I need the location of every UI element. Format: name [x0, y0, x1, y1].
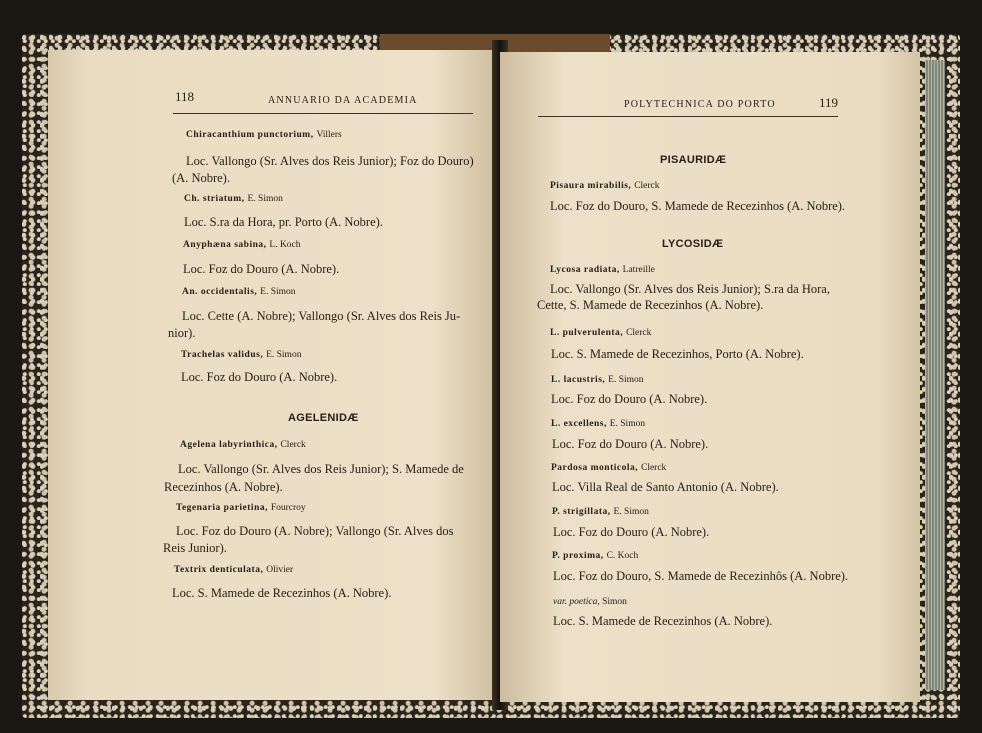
locality-text: nior). [168, 326, 196, 340]
species-name: Textrix denticulata, Olivier [174, 565, 294, 575]
locality-text: Cette, S. Mamede de Recezinhos (A. Nobre). [537, 298, 764, 312]
family-heading: LYCOSIDÆ [662, 238, 724, 250]
species-name: L. lacustris, E. Simon [551, 375, 644, 385]
page-number: 119 [819, 95, 839, 110]
species-name: Anyphæna sabina, L. Koch [183, 240, 301, 250]
locality-text: Loc. Foz do Douro (A. Nobre); Vallongo (Sr. Alves dos [176, 524, 454, 538]
locality-text: Loc. S.ra da Hora, pr. Porto (A. Nobre). [184, 215, 383, 229]
page-number: 118 [175, 89, 195, 104]
locality-text: (A. Nobre). [172, 171, 230, 185]
variety-name: var. poetica, Simon [553, 597, 627, 607]
species-name: Pardosa monticola, Clerck [551, 463, 667, 473]
locality-text: Loc. Foz do Douro (A. Nobre). [181, 370, 338, 384]
locality-text: Loc. Foz do Douro (A. Nobre). [183, 262, 340, 276]
header-rule [538, 116, 838, 117]
page-edges [925, 60, 945, 690]
running-head: POLYTECHNICA DO PORTO [624, 99, 776, 110]
locality-text: Loc. Foz do Douro (A. Nobre). [553, 525, 710, 539]
locality-text: Loc. Villa Real de Santo Antonio (A. Nobre). [552, 480, 779, 494]
locality-text: Loc. Foz do Douro (A. Nobre). [551, 392, 708, 406]
species-name: An. occidentalis, E. Simon [182, 287, 296, 297]
species-name: Agelena labyrinthica, Clerck [180, 440, 306, 450]
species-name: Ch. striatum, E. Simon [184, 194, 283, 204]
locality-text: Loc. Foz do Douro (A. Nobre). [552, 437, 709, 451]
locality-text: Reis Junior). [163, 541, 227, 555]
locality-text: Loc. Cette (A. Nobre); Vallongo (Sr. Alves dos Reis Ju- [182, 309, 461, 323]
locality-text: Loc. Vallongo (Sr. Alves dos Reis Junior); Foz do Douro) [186, 154, 474, 168]
species-name: Pisaura mirabilis, Clerck [550, 181, 660, 191]
locality-text: Loc. Vallongo (Sr. Alves dos Reis Junior); S. Mamede de [178, 462, 464, 476]
species-name: L. excellens, E. Simon [551, 419, 646, 429]
family-heading: PISAURIDÆ [660, 154, 727, 166]
locality-text: Loc. Foz do Douro, S. Mamede de Recezinhos (A. Nobre). [550, 199, 846, 213]
species-name: P. proxima, C. Koch [552, 551, 639, 561]
species-name: P. strigillata, E. Simon [552, 507, 649, 517]
running-head: ANNUARIO DA ACADEMIA [268, 95, 418, 106]
species-name: L. pulverulenta, Clerck [550, 328, 652, 338]
locality-text: Recezinhos (A. Nobre). [164, 480, 283, 494]
locality-text: Loc. Vallongo (Sr. Alves dos Reis Junior); S.ra da Hora, [550, 282, 830, 296]
right-page [500, 52, 920, 702]
family-heading: AGELENIDÆ [288, 412, 359, 424]
species-name: Chiracanthium punctorium, Villers [186, 130, 342, 140]
left-page [48, 50, 500, 700]
locality-text: Loc. S. Mamede de Recezinhos (A. Nobre). [172, 586, 392, 600]
header-rule [173, 113, 473, 114]
locality-text: Loc. S. Mamede de Recezinhos, Porto (A. Nobre). [551, 347, 804, 361]
locality-text: Loc. Foz do Douro, S. Mamede de Recezinhôs (A. Nobre). [553, 569, 849, 583]
species-name: Tegenaria parietina, Fourcroy [176, 503, 306, 513]
species-name: Trachelas validus, E. Simon [181, 350, 302, 360]
species-name: Lycosa radiata, Latreille [550, 265, 655, 275]
locality-text: Loc. S. Mamede de Recezinhos (A. Nobre). [553, 614, 773, 628]
